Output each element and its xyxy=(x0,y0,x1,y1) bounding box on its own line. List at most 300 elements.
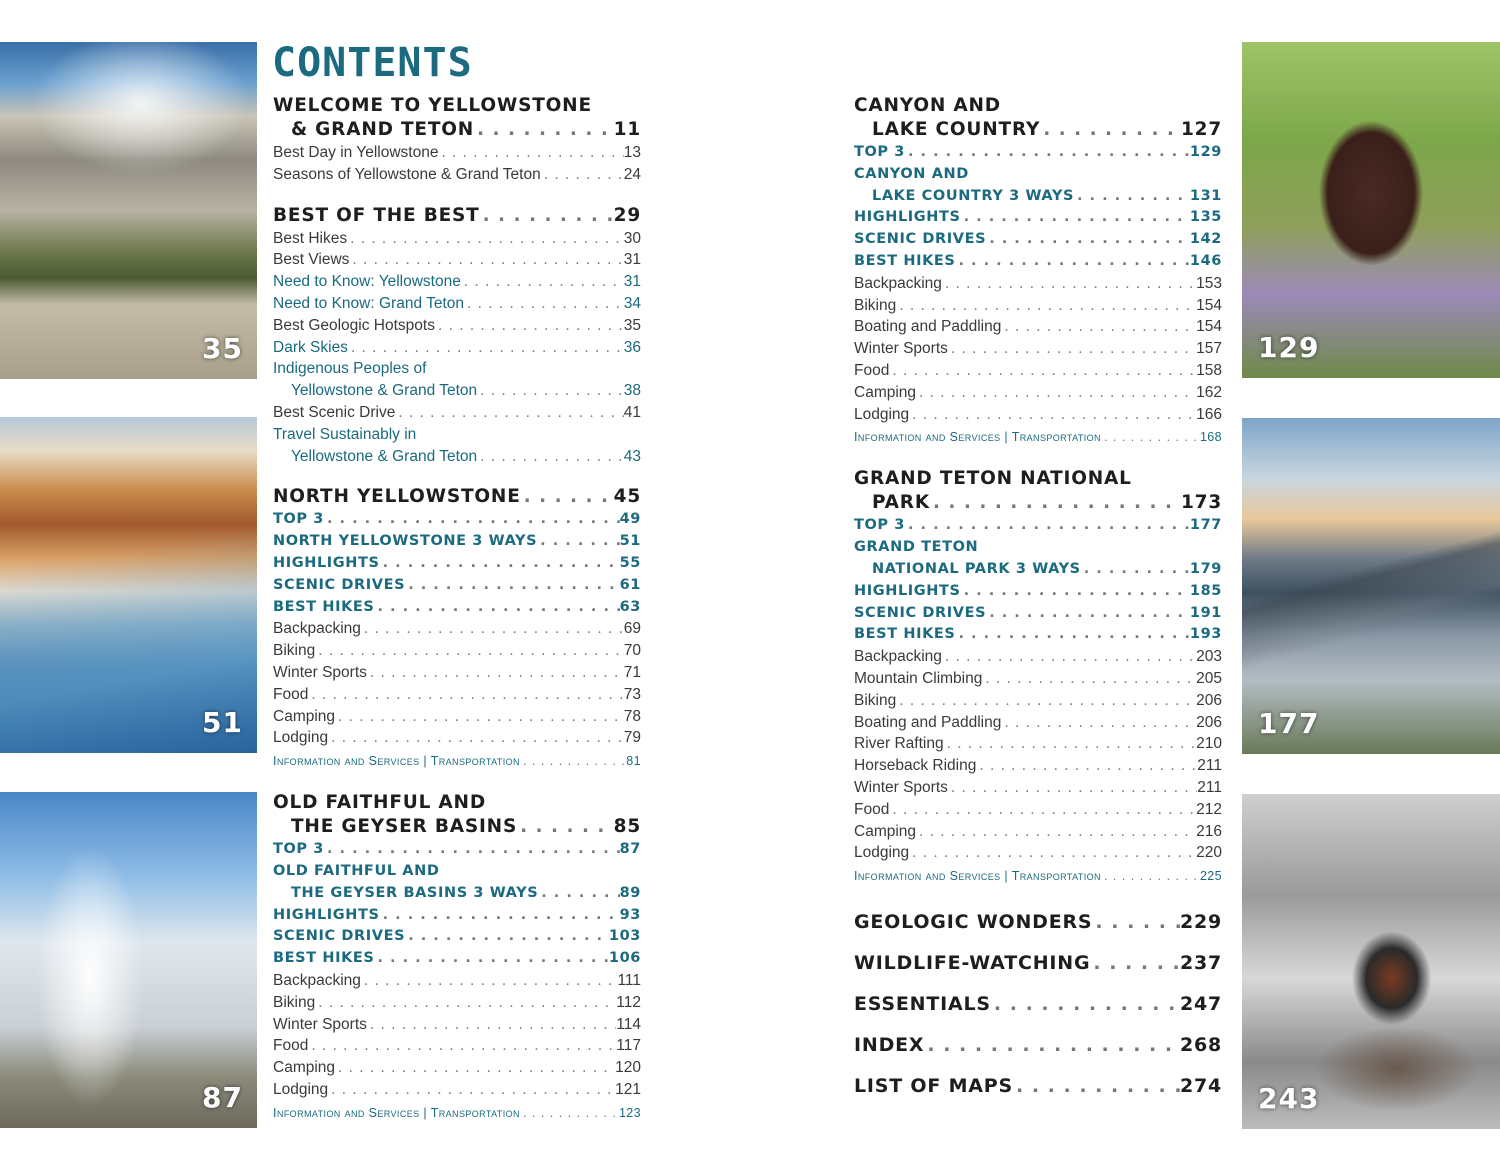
entry-title: Biking xyxy=(273,993,316,1011)
toc-entry[interactable] xyxy=(854,690,1222,712)
leader-dots xyxy=(991,984,1180,1025)
toc-entry[interactable] xyxy=(854,624,1222,646)
toc-entry[interactable] xyxy=(854,1066,1222,1107)
toc-entry[interactable] xyxy=(273,948,641,970)
section-title-line: THE GEYSER BASINS xyxy=(291,816,518,838)
leader-dots xyxy=(367,1014,616,1036)
leader-dots xyxy=(538,883,619,905)
entry-title: Best Hikes xyxy=(273,229,348,247)
photo-harlequin-duck xyxy=(1242,794,1500,1129)
toc-entry[interactable] xyxy=(273,142,641,164)
entry-title: Boating and Paddling xyxy=(854,318,1002,336)
toc-entry[interactable] xyxy=(854,360,1222,382)
toc-entry[interactable] xyxy=(854,821,1222,843)
entry-title-line: LAKE COUNTRY 3 WAYS xyxy=(872,187,1074,204)
toc-entry[interactable] xyxy=(854,338,1222,360)
entry-title: River Rafting xyxy=(854,735,944,753)
leader-dots xyxy=(521,485,614,509)
toc-entry[interactable] xyxy=(273,118,641,142)
section-title-line: CANYON AND xyxy=(854,95,1001,116)
leader-dots xyxy=(1081,559,1190,581)
entry-title: SCENIC DRIVES xyxy=(273,928,406,945)
leader-dots xyxy=(909,404,1196,426)
leader-dots xyxy=(361,970,618,992)
entry-title: BEST HIKES xyxy=(854,626,956,643)
toc-entry[interactable] xyxy=(273,380,641,402)
entry-title: TOP 3 xyxy=(273,511,324,528)
entry-title: Need to Know: Grand Teton xyxy=(273,294,465,312)
entry-title: Camping xyxy=(273,707,336,725)
entry-title: Information and Services | Transportation xyxy=(273,1105,520,1120)
section-title: BEST OF THE BEST xyxy=(273,204,480,226)
leader-dots xyxy=(976,755,1197,777)
entry-title-line: THE GEYSER BASINS 3 WAYS xyxy=(291,884,539,901)
leader-dots xyxy=(335,706,624,728)
leader-dots xyxy=(942,273,1196,295)
toc-entry[interactable] xyxy=(854,668,1222,690)
photo-page-label: 243 xyxy=(1258,1082,1320,1115)
page-number: 129 xyxy=(1189,144,1222,160)
toc-entry[interactable] xyxy=(854,733,1222,755)
leader-dots xyxy=(961,581,1190,603)
entry-title: Backpacking xyxy=(854,274,942,292)
page-number: 87 xyxy=(619,841,641,858)
section-title: INDEX xyxy=(854,1034,925,1057)
page-number: 78 xyxy=(623,707,641,725)
entry-title: BEST HIKES xyxy=(854,252,956,269)
toc-entry[interactable] xyxy=(854,755,1222,777)
photo-page-label: 129 xyxy=(1258,331,1320,364)
toc-entry[interactable] xyxy=(273,992,641,1014)
toc-entry[interactable] xyxy=(854,777,1222,799)
toc-entry[interactable] xyxy=(273,204,641,228)
page-number: 31 xyxy=(623,251,641,269)
page-number: 55 xyxy=(619,554,641,571)
leader-dots xyxy=(905,142,1190,164)
toc-entry[interactable] xyxy=(273,509,641,531)
toc-entry[interactable] xyxy=(854,603,1222,625)
leader-dots xyxy=(361,618,624,640)
toc-entry[interactable] xyxy=(273,815,641,839)
page-number: 38 xyxy=(623,382,641,400)
section-title: LIST OF MAPS xyxy=(854,1075,1014,1098)
entry-title: Winter Sports xyxy=(854,340,948,358)
toc-entry[interactable] xyxy=(854,251,1222,273)
page-number: 111 xyxy=(617,971,641,989)
section-title-line: & GRAND TETON xyxy=(291,119,475,140)
entry-title: Boating and Paddling xyxy=(854,713,1002,731)
photo-page-label: 177 xyxy=(1258,707,1320,740)
entry-title: SCENIC DRIVES xyxy=(854,231,987,248)
leader-dots xyxy=(367,662,624,684)
page-number: 43 xyxy=(623,447,641,465)
toc-entry[interactable] xyxy=(273,315,641,337)
toc-entry[interactable] xyxy=(273,749,641,773)
page-number: 157 xyxy=(1196,340,1222,358)
page-number: 103 xyxy=(608,928,641,945)
page-number: 185 xyxy=(1189,582,1222,599)
entry-title: Winter Sports xyxy=(273,663,367,681)
toc-entry[interactable] xyxy=(273,575,641,597)
toc-section-back-matter xyxy=(854,902,1222,1107)
page-number: 191 xyxy=(1189,604,1222,621)
entry-title: Backpacking xyxy=(273,971,361,989)
leader-dots xyxy=(986,603,1190,625)
leader-dots xyxy=(308,1035,616,1057)
photo-travertine-terraces xyxy=(0,417,257,753)
leader-dots xyxy=(315,992,616,1014)
entry-title: HIGHLIGHTS xyxy=(273,554,380,571)
page-number: 41 xyxy=(623,403,641,421)
page-number: 117 xyxy=(616,1037,641,1055)
toc-entry[interactable] xyxy=(854,382,1222,404)
leader-dots xyxy=(1013,1066,1180,1107)
toc-entry[interactable] xyxy=(273,337,641,359)
page-number: 173 xyxy=(1180,492,1222,514)
leader-dots xyxy=(1074,186,1190,208)
entry-title: Information and Services | Transportation xyxy=(854,869,1101,884)
leader-dots xyxy=(541,164,624,186)
page-number: 51 xyxy=(619,533,641,550)
entry-title: Lodging xyxy=(273,1080,329,1098)
entry-title: Camping xyxy=(854,383,917,401)
leader-dots xyxy=(1092,902,1180,943)
entry-title: BEST HIKES xyxy=(273,950,375,967)
entry-title: Camping xyxy=(273,1059,336,1077)
toc-entry[interactable] xyxy=(273,684,641,706)
entry-title-line: Yellowstone & Grand Teton xyxy=(291,382,478,400)
entry-title: Winter Sports xyxy=(854,778,948,796)
entry-title: Food xyxy=(854,361,890,379)
entry-title-line: GRAND TETON xyxy=(854,539,979,556)
leader-dots xyxy=(986,229,1190,251)
entry-title: Food xyxy=(854,800,890,818)
leader-dots xyxy=(324,509,620,531)
toc-entry[interactable] xyxy=(273,1035,641,1057)
leader-dots xyxy=(517,815,614,839)
toc-entry[interactable] xyxy=(854,142,1222,164)
entry-title-line: Indigenous Peoples of xyxy=(273,360,427,378)
toc-entry[interactable] xyxy=(273,883,641,905)
page-number: 210 xyxy=(1196,735,1222,753)
toc-entry[interactable] xyxy=(273,293,641,315)
page-number: 31 xyxy=(623,273,641,291)
leader-dots xyxy=(324,839,620,861)
toc-entry[interactable] xyxy=(854,864,1222,888)
leader-dots xyxy=(380,553,620,575)
toc-entry[interactable] xyxy=(273,597,641,619)
page-number: 71 xyxy=(623,663,641,681)
page-number: 153 xyxy=(1196,274,1222,292)
page-number: 70 xyxy=(623,642,641,660)
leader-dots xyxy=(438,142,623,164)
page-number: 93 xyxy=(619,906,641,923)
page-number: 89 xyxy=(619,884,641,901)
leader-dots xyxy=(924,1025,1180,1066)
entry-title: Biking xyxy=(854,691,897,709)
photo-page-label: 35 xyxy=(202,332,243,365)
entry-title: Biking xyxy=(854,296,897,314)
toc-entry[interactable] xyxy=(854,559,1222,581)
entry-title: Best Scenic Drive xyxy=(273,403,396,421)
leader-dots xyxy=(405,575,619,597)
leader-dots xyxy=(374,948,608,970)
page-number: 13 xyxy=(623,144,641,161)
photo-page-label: 87 xyxy=(202,1081,243,1114)
toc-entry[interactable] xyxy=(273,727,641,749)
entry-title: HIGHLIGHTS xyxy=(854,209,961,226)
leader-dots xyxy=(948,338,1196,360)
photo-jenny-lake-tetons xyxy=(1242,418,1500,754)
toc-entry[interactable] xyxy=(854,207,1222,229)
toc-entry[interactable] xyxy=(273,839,641,861)
leader-dots xyxy=(1090,943,1180,984)
page-number: 45 xyxy=(613,486,641,508)
toc-entry[interactable] xyxy=(273,402,641,424)
toc-section-north-yellowstone xyxy=(273,485,641,773)
entry-title: HIGHLIGHTS xyxy=(273,906,380,923)
page-number: 237 xyxy=(1179,952,1222,975)
page-number: 114 xyxy=(616,1015,641,1033)
page-number: 158 xyxy=(1196,361,1222,379)
page-number: 211 xyxy=(1197,778,1222,796)
toc-entry[interactable] xyxy=(854,902,1222,943)
section-title-line: LAKE COUNTRY xyxy=(872,119,1041,140)
toc-entry[interactable] xyxy=(273,553,641,575)
toc-entry[interactable] xyxy=(273,1079,641,1101)
section-title: ESSENTIALS xyxy=(854,993,991,1016)
page-number: 29 xyxy=(613,204,641,226)
page-number: 166 xyxy=(1196,405,1222,423)
entry-title: Backpacking xyxy=(854,648,942,666)
entry-title: NORTH YELLOWSTONE 3 WAYS xyxy=(273,533,538,550)
section-title: NORTH YELLOWSTONE xyxy=(273,486,521,508)
toc-entry[interactable] xyxy=(854,646,1222,668)
leader-dots xyxy=(474,118,614,142)
photo-mammoth-terraces xyxy=(0,42,257,379)
entry-title: Lodging xyxy=(273,729,329,747)
page-number: 162 xyxy=(1196,383,1222,401)
entry-title: Need to Know: Yellowstone xyxy=(273,273,461,291)
toc-section-old-faithful xyxy=(273,791,641,1125)
entry-title: Lodging xyxy=(854,844,910,862)
leader-dots xyxy=(942,646,1196,668)
leader-dots xyxy=(480,204,614,228)
entry-title: Camping xyxy=(854,822,917,840)
toc-section-canyon-lake xyxy=(854,94,1222,449)
page-number: 36 xyxy=(623,338,641,356)
page-number: 63 xyxy=(619,598,641,615)
section-title-line: PARK xyxy=(872,492,930,514)
leader-dots xyxy=(477,380,624,402)
entry-title: Backpacking xyxy=(273,620,361,638)
toc-entry[interactable] xyxy=(273,164,641,186)
leader-dots xyxy=(1040,118,1181,142)
entry-title: Horseback Riding xyxy=(854,757,977,775)
toc-entry[interactable] xyxy=(273,1057,641,1079)
page-number: 206 xyxy=(1196,691,1222,709)
page-number: 30 xyxy=(623,229,641,247)
toc-entry[interactable] xyxy=(273,905,641,927)
entry-title: Best Geologic Hotspots xyxy=(273,316,435,334)
toc-entry[interactable] xyxy=(273,1101,641,1125)
toc-entry[interactable] xyxy=(854,229,1222,251)
leader-dots xyxy=(909,842,1196,864)
page-number: 11 xyxy=(613,119,641,140)
leader-dots xyxy=(461,271,624,293)
page-number: 193 xyxy=(1189,626,1222,643)
toc-entry[interactable] xyxy=(273,531,641,553)
leader-dots xyxy=(896,690,1196,712)
toc-entry[interactable] xyxy=(273,228,641,250)
entry-title: HIGHLIGHTS xyxy=(854,582,961,599)
leader-dots xyxy=(961,207,1190,229)
leader-dots xyxy=(1101,425,1200,449)
toc-entry[interactable] xyxy=(854,984,1222,1025)
page-number: 127 xyxy=(1180,119,1222,140)
toc-entry[interactable] xyxy=(273,1014,641,1036)
page-number: 69 xyxy=(623,620,641,638)
toc-entry[interactable] xyxy=(273,249,641,271)
toc-entry[interactable] xyxy=(854,316,1222,338)
toc-entry[interactable] xyxy=(273,706,641,728)
entry-title: Mountain Climbing xyxy=(854,669,983,687)
toc-entry[interactable] xyxy=(273,618,641,640)
page-number: 206 xyxy=(1196,713,1222,731)
page-number: 135 xyxy=(1189,209,1222,226)
leader-dots xyxy=(374,597,619,619)
toc-entry[interactable] xyxy=(854,273,1222,295)
toc-entry[interactable] xyxy=(273,271,641,293)
leader-dots xyxy=(930,491,1181,515)
toc-entry[interactable] xyxy=(854,943,1222,984)
leader-dots xyxy=(349,249,623,271)
toc-entry[interactable] xyxy=(854,842,1222,864)
page-number: 49 xyxy=(619,511,641,528)
leader-dots xyxy=(308,684,623,706)
page-number: 81 xyxy=(626,754,641,769)
leader-dots xyxy=(944,733,1197,755)
page-number: 142 xyxy=(1189,231,1222,248)
leader-dots xyxy=(380,905,620,927)
toc-entry[interactable] xyxy=(854,425,1222,449)
page-number: 112 xyxy=(616,993,641,1011)
leader-dots xyxy=(315,640,624,662)
toc-entry[interactable] xyxy=(854,186,1222,208)
toc-entry[interactable] xyxy=(854,491,1222,515)
entry-title: Winter Sports xyxy=(273,1015,367,1033)
page-number: 35 xyxy=(623,316,641,334)
entry-title: BEST HIKES xyxy=(273,598,375,615)
entry-title: Food xyxy=(273,685,309,703)
leader-dots xyxy=(435,315,624,337)
toc-entry[interactable] xyxy=(273,662,641,684)
page-number: 120 xyxy=(615,1059,641,1077)
toc-entry[interactable] xyxy=(273,970,641,992)
entry-title: Food xyxy=(273,1037,309,1055)
toc-entry[interactable] xyxy=(273,640,641,662)
leader-dots xyxy=(520,1101,619,1125)
entry-title-line: OLD FAITHFUL AND xyxy=(273,862,440,879)
page-number: 220 xyxy=(1196,844,1222,862)
toc-entry[interactable] xyxy=(854,581,1222,603)
leader-dots xyxy=(348,337,624,359)
page-number: 274 xyxy=(1179,1075,1222,1098)
page-number: 146 xyxy=(1189,252,1222,269)
page-number: 131 xyxy=(1189,187,1222,204)
leader-dots xyxy=(1001,712,1196,734)
page-number: 154 xyxy=(1196,296,1222,314)
page-number: 154 xyxy=(1196,318,1222,336)
section-title-line: OLD FAITHFUL AND xyxy=(273,792,486,814)
toc-right-column xyxy=(854,94,1222,1107)
toc-entry[interactable] xyxy=(854,295,1222,317)
entry-title: Best Views xyxy=(273,251,350,269)
entry-title: Biking xyxy=(273,642,316,660)
toc-entry[interactable] xyxy=(273,446,641,468)
section-title: WILDLIFE-WATCHING xyxy=(854,952,1091,975)
leader-dots xyxy=(328,1079,615,1101)
leader-dots xyxy=(328,727,624,749)
photo-old-faithful-geyser xyxy=(0,792,257,1128)
toc-entry[interactable] xyxy=(273,485,641,509)
photo-page-label: 51 xyxy=(202,706,243,739)
toc-entry[interactable] xyxy=(854,515,1222,537)
toc-entry[interactable] xyxy=(273,926,641,948)
section-title: GEOLOGIC WONDERS xyxy=(854,911,1093,934)
entry-title: SCENIC DRIVES xyxy=(273,576,406,593)
page-number: 79 xyxy=(623,729,641,747)
page-number: 24 xyxy=(623,165,641,183)
entry-title: Best Day in Yellowstone xyxy=(273,144,439,161)
page-number: 205 xyxy=(1196,669,1222,687)
leader-dots xyxy=(537,531,619,553)
page-number: 268 xyxy=(1179,1034,1222,1057)
toc-entry[interactable] xyxy=(854,404,1222,426)
leader-dots xyxy=(464,293,624,315)
entry-title-line: NATIONAL PARK 3 WAYS xyxy=(872,560,1081,577)
page-number: 34 xyxy=(623,294,641,312)
entry-title: Information and Services | Transportation xyxy=(854,430,1101,445)
leader-dots xyxy=(1101,864,1200,888)
toc-section-grand-teton xyxy=(854,467,1222,888)
page-number: 203 xyxy=(1196,648,1222,666)
leader-dots xyxy=(889,360,1196,382)
entry-title: TOP 3 xyxy=(854,517,905,534)
toc-entry[interactable] xyxy=(854,118,1222,142)
toc-entry[interactable] xyxy=(854,1025,1222,1066)
toc-entry[interactable] xyxy=(854,712,1222,734)
leader-dots xyxy=(916,382,1196,404)
page-number: 212 xyxy=(1196,800,1222,818)
page-number: 229 xyxy=(1179,911,1222,934)
page-number: 73 xyxy=(623,685,641,703)
toc-section-welcome xyxy=(273,94,641,186)
toc-entry[interactable] xyxy=(854,799,1222,821)
photo-bison xyxy=(1242,42,1500,378)
page-number: 61 xyxy=(619,576,641,593)
entry-title-line: Yellowstone & Grand Teton xyxy=(291,447,478,465)
leader-dots xyxy=(955,624,1189,646)
leader-dots xyxy=(948,777,1197,799)
section-title-line: WELCOME TO YELLOWSTONE xyxy=(273,95,592,116)
leader-dots xyxy=(335,1057,615,1079)
page-title: CONTENTS xyxy=(272,40,473,86)
page-number: 216 xyxy=(1196,822,1222,840)
section-title-line: GRAND TETON NATIONAL xyxy=(854,468,1132,490)
page-number: 247 xyxy=(1179,993,1222,1016)
toc-section-best-of-the-best xyxy=(273,204,641,468)
